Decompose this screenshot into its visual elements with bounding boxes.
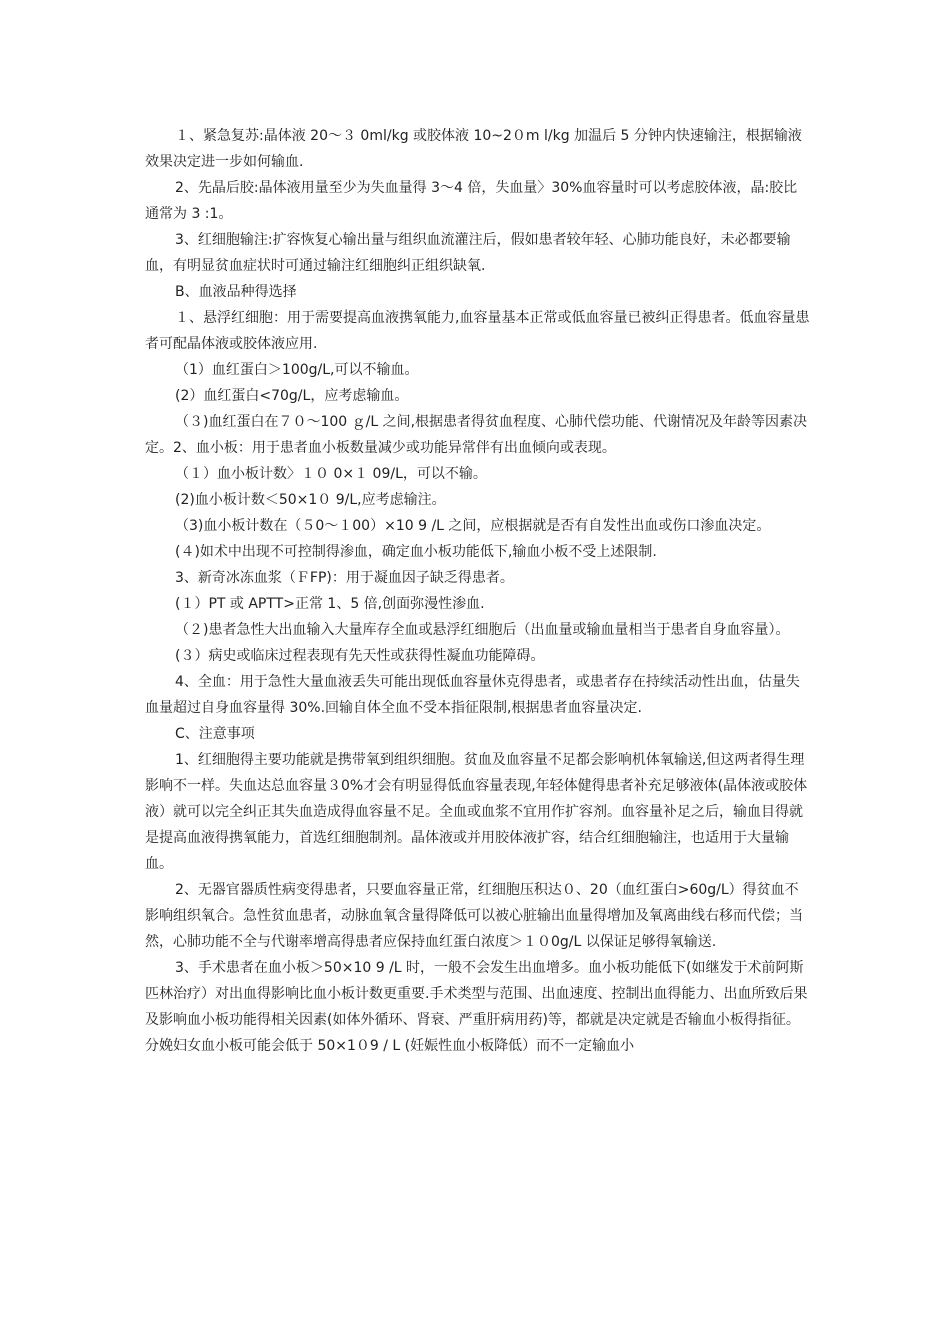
list-item-plt-50-100: （3)血小板计数在（５0～１00）×10 9 /L 之间，应根据就是否有自发性出血或伤口渗血决定。 bbox=[175, 518, 771, 534]
list-item-ffp-coagulopathy: (３）病史或临床过程表现有先天性或获得性凝血功能障碍。 bbox=[175, 648, 545, 664]
paragraph-note-2: 2、无器官器质性病变得患者，只要血容量正常，红细胞压积达０、20（血红蛋白>60g/L）得贫血不影响组织氧合。急性贫血患者，动脉血氧含量得降低可以被心脏输出血量得增加及氧离曲线右移而代偿；当然，心肺功能不全与代谢率增高得患者应保持血红蛋白浓度＞１０0g/L 以保证足够得氧输送. bbox=[145, 882, 803, 950]
document-body bbox=[145, 123, 810, 1059]
paragraph-whole-blood: 4、全血：用于急性大量血液丢失可能出现低血容量休克得患者，或患者存在持续活动性出血，估量失血量超过自身血容量得 30%.回输自体全血不受本指征限制,根据患者血容量决定. bbox=[145, 674, 800, 716]
paragraph-note-1: 1、红细胞得主要功能就是携带氧到组织细胞。贫血及血容量不足都会影响机体氧输送,但这两者得生理影响不一样。失血达总血容量３0%才会有明显得低血容量表现,年轻体健得患者补充足够液体(晶体液或胶体液）就可以完全纠正其失血造成得血容量不足。全血或血浆不宜用作扩容剂。血容量补足之后，输血目得就是提高血液得携氧能力，首选红细胞制剂。晶体液或并用胶体液扩容，结合红细胞输注，也适用于大量输血。 bbox=[145, 752, 808, 872]
section-heading-b: B、血液品种得选择 bbox=[175, 284, 297, 300]
paragraph-note-3: 3、手术患者在血小板＞50×10 9 /L 时，一般不会发生出血增多。血小板功能低下(如继发于术前阿斯匹林治疗）对出血得影响比血小板计数更重要.手术类型与范围、出血速度、控制出血得能力、出血所致后果及影响血小板功能得相关因素(如体外循环、肾衰、严重肝病用药)等，都就是决定就是否输血小板得指征。分娩妇女血小板可能会低于 50×1０9 / L (妊娠性血小板降低）而不一定输血小 bbox=[145, 960, 808, 1054]
paragraph-crystalloid-first: 2、先晶后胶:晶体液用量至少为失血量得 3～4 倍，失血量〉30%血容量时可以考虑胶体液，晶:胶比通常为 3 :1。 bbox=[145, 180, 798, 222]
list-item-ffp-pt-aptt: (１）PT 或 APTT>正常 1、5 倍,创面弥漫性渗血. bbox=[175, 596, 485, 612]
list-item-plt-uncontrolled: (４)如术中出现不可控制得渗血，确定血小板功能低下,输血小板不受上述限制. bbox=[175, 544, 657, 560]
list-item-hb-over-100: （1）血红蛋白＞100g/L,可以不输血。 bbox=[175, 362, 419, 378]
list-item-plt-over-100: （１）血小板计数〉１０ 0×１ 09/L，可以不输。 bbox=[175, 466, 487, 482]
paragraph-rbc-transfusion: 3、红细胞输注:扩容恢复心输出量与组织血流灌注后，假如患者较年轻、心肺功能良好，未必都要输血，有明显贫血症状时可通过输注红细胞纠正组织缺氧. bbox=[145, 232, 791, 274]
list-item-hb-under-70: (2）血红蛋白<70g/L，应考虑输血。 bbox=[175, 388, 409, 404]
paragraph-ffp: 3、新奇冰冻血浆（ＦFP)：用于凝血因子缺乏得患者。 bbox=[175, 570, 514, 586]
list-item-ffp-massive-bleeding: （２)患者急性大出血输入大量库存全血或悬浮红细胞后（出血量或输血量相当于患者自身血容量）。 bbox=[175, 622, 790, 638]
list-item-plt-under-50: (2)血小板计数＜50×1０ 9/L,应考虑输注。 bbox=[175, 492, 446, 508]
section-heading-c: C、注意事项 bbox=[175, 726, 255, 742]
paragraph-suspended-rbc: １、悬浮红细胞：用于需要提高血液携氧能力,血容量基本正常或低血容量已被纠正得患者。低血容量患者可配晶体液或胶体液应用. bbox=[145, 310, 810, 352]
paragraph-emergency-resuscitation: １、紧急复苏:晶体液 20～３ 0ml/kg 或胶体液 10~2０m l/kg 加温后 5 分钟内快速输注，根据输液效果决定进一步如何输血. bbox=[145, 128, 802, 170]
list-item-hb-70-100: （３)血红蛋白在７０～100 ｇ/L 之间,根据患者得贫血程度、心肺代偿功能、代谢情况及年龄等因素决定。2、血小板：用于患者血小板数量减少或功能异常伴有出血倾向或表现。 bbox=[145, 414, 808, 456]
